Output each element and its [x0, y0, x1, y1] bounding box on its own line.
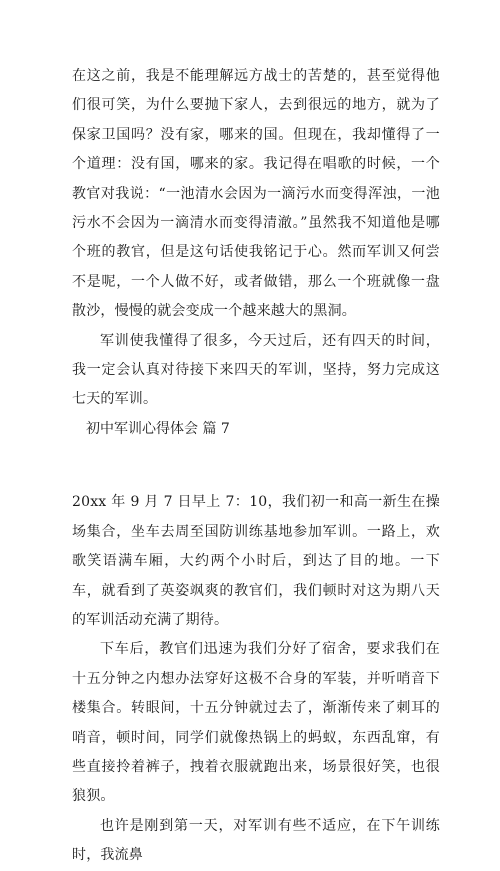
- section-paragraph-2: 下车后，教官们迅速为我们分好了宿舍，要求我们在十五分钟之内想办法穿好这极不合身的军装，并听哨音下楼集合。转眼间，十五分钟就过去了，渐渐传来了刺耳的哨音，顿时间，同学们就像热锅上的蚂蚁，东西乱窜，有些直接拎着裤子，拽着衣服就跑出来，场景很好笑，也很狼狈。: [72, 641, 440, 805]
- section-paragraph-1: 20xx 年 9 月 7 日早上 7：10，我们初一和高一新生在操场集合，坐车去周至国防训练基地参加军训。一路上，欢歌笑语满车厢，大约两个小时后，到达了目的地。一下车，就看到了英姿飒爽的教官们，我们顿时对这为期八天的军训活动充满了期待。: [72, 494, 440, 628]
- paragraph-2: 军训使我懂得了很多，今天过后，还有四天的时间，我一定会认真对待接下来四天的军训，坚持，努力完成这七天的军训。: [72, 332, 440, 408]
- paragraph-1: 在这之前，我是不能理解远方战士的苦楚的，甚至觉得他们很可笑，为什么要抛下家人，去到很远的地方，就为了保家卫国吗？没有家，哪来的国。但现在，我却懂得了一个道理：没有国，哪来的家。我记得在唱歌的时候，一个教官对我说：“一池清水会因为一滴污水而变得浑浊，一池污水不会因为一滴清水而变得清澈。”虽然我不知道他是哪个班的教官，但是这句话使我铭记于心。然而军训又何尝不是呢，一个人做不好，或者做错，那么一个班就像一盘散沙，慢慢的就会变成一个越来越大的黑洞。: [72, 68, 440, 320]
- section-heading: 初中军训心得体会 篇 7: [86, 420, 230, 437]
- section-paragraph-3: 也许是刚到第一天，对军训有些不适应，在下午训练时，我流鼻: [72, 817, 440, 864]
